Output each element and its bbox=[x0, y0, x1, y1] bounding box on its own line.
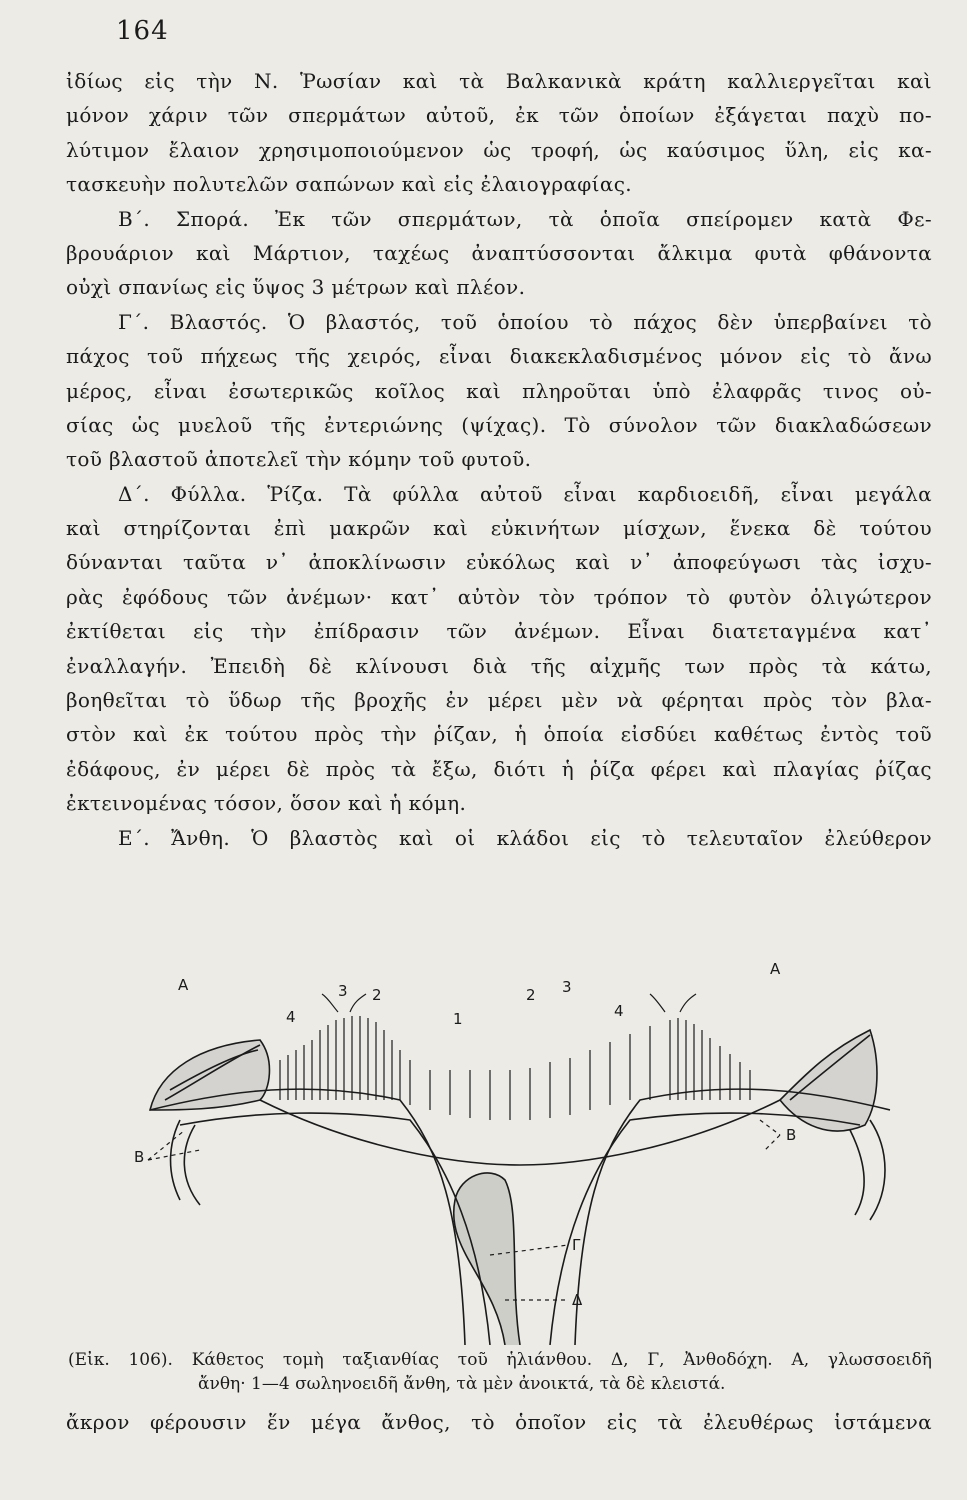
section-heading-line: Β΄. Σπορά. Ἐκ τῶν σπερμάτων, τὰ ὁποῖα σπείρομεν κατὰ Φε- bbox=[118, 206, 932, 231]
text-line: βοηθεῖται τὸ ὕδωρ τῆς βροχῆς ἐν μέρει μὲν νὰ φέρηται πρὸς τὸν βλα- bbox=[66, 688, 932, 713]
text-line: ἐδάφους, ἐν μέρει δὲ πρὸς τὰ ἔξω, διότι ἡ ῥίζα φέρει καὶ πλαγίας ῥίζας bbox=[66, 756, 932, 781]
figure-label-a-right: A bbox=[770, 960, 781, 978]
figure-label-2-left: 2 bbox=[372, 986, 382, 1004]
figure-caption bbox=[68, 1348, 932, 1396]
page-number: 164 bbox=[116, 16, 169, 46]
text-line: στὸν καὶ ἐκ τούτου πρὸς τὴν ῥίζαν, ἡ ὁποία εἰσδύει καθέτως ἐντὸς τοῦ bbox=[66, 722, 932, 747]
figure-label-4-right: 4 bbox=[614, 1002, 624, 1020]
text-line: τοῦ βλαστοῦ ἀποτελεῖ τὴν κόμην τοῦ φυτοῦ. bbox=[66, 447, 532, 472]
text-line: ἐναλλαγήν. Ἐπειδὴ δὲ κλίνουσι διὰ τῆς αἰχμῆς των πρὸς τὰ κάτω, bbox=[66, 653, 932, 678]
text-line: δύνανται ταῦτα ν᾽ ἀποκλίνωσιν εὐκόλως καὶ ν᾽ ἀποφεύγωσι τὰς ἰσχυ- bbox=[66, 550, 932, 575]
text-line: ρὰς ἐφόδους τῶν ἀνέμων· κατ᾽ αὐτὸν τὸν τρόπον τὸ φυτὸν ὀλιγώτερον bbox=[66, 584, 932, 609]
figure-label-4-left: 4 bbox=[286, 1008, 296, 1026]
figure-label-b-right: B bbox=[786, 1126, 797, 1144]
section-heading-line: Δ΄. Φύλλα. Ῥίζα. Τὰ φύλλα αὐτοῦ εἶναι καρδιοειδῆ, εἶναι μεγάλα bbox=[118, 481, 932, 506]
figure-label-3-left: 3 bbox=[338, 982, 348, 1000]
body-text bbox=[66, 64, 932, 855]
section-heading-line: Ε΄. Ἄνθη. Ὁ βλαστὸς καὶ οἱ κλάδοι εἰς τὸ τελευταῖον ἐλεύθερον bbox=[118, 825, 932, 850]
text-line: τασκευὴν πολυτελῶν σαπώνων καὶ εἰς ἐλαιογραφίας. bbox=[66, 172, 632, 197]
text-line: οὐχὶ σπανίως εἰς ὕψος 3 μέτρων καὶ πλέον. bbox=[66, 275, 526, 300]
figure-label-b-left: B bbox=[134, 1148, 145, 1166]
caption-line: (Εἰκ. 106). Κάθετος τομὴ ταξιανθίας τοῦ ἡλιάνθου. Δ, Γ, Ἀνθοδόχη. Α, γλωσσοειδῆ bbox=[68, 1350, 932, 1370]
figure-label-3-right: 3 bbox=[562, 978, 572, 996]
text-line: σίας ὡς μυελοῦ τῆς ἐντεριώνης (ψίχας). Τὸ σύνολον τῶν διακλαδώσεων bbox=[66, 412, 932, 437]
text-line: καὶ στηρίζονται ἐπὶ μακρῶν καὶ εὐκινήτων μίσχων, ἕνεκα δὲ τούτου bbox=[66, 516, 932, 541]
text-line: ἐκτεινομένας τόσον, ὅσον καὶ ἡ κόμη. bbox=[66, 791, 467, 816]
figure-label-g: Γ bbox=[572, 1236, 581, 1254]
figure-illustration bbox=[110, 950, 930, 1345]
figure-label-d: Δ bbox=[572, 1291, 583, 1309]
figure-label-2-right: 2 bbox=[526, 986, 536, 1004]
text-line: μόνον χάριν τῶν σπερμάτων αὐτοῦ, ἐκ τῶν ὁποίων ἐξάγεται παχὺ πο- bbox=[66, 103, 932, 128]
figure-label-1: 1 bbox=[453, 1010, 463, 1028]
section-heading-line: Γ΄. Βλαστός. Ὁ βλαστός, τοῦ ὁποίου τὸ πάχος δὲν ὑπερβαίνει τὸ bbox=[118, 309, 932, 334]
text-line: ἐκτίθεται εἰς τὴν ἐπίδρασιν τῶν ἀνέμων. Εἶναι διατεταγμένα κατ᾽ bbox=[66, 619, 932, 644]
text-line-bottom: ἄκρον φέρουσιν ἕν μέγα ἄνθος, τὸ ὁποῖον εἰς τὰ ἐλευθέρως ἱστάμενα bbox=[66, 1410, 932, 1434]
figure-label-a-left: A bbox=[178, 976, 189, 994]
text-line: λύτιμον ἔλαιον χρησιμοποιούμενον ὡς τροφή, ὡς καύσιμος ὕλη, εἰς κα- bbox=[66, 137, 932, 162]
text-line: βρουάριον καὶ Μάρτιον, ταχέως ἀναπτύσσονται ἄλκιμα φυτὰ φθάνοντα bbox=[66, 240, 932, 265]
caption-line: ἄνθη· 1—4 σωληνοειδῆ ἄνθη, τὰ μὲν ἀνοικτά, τὰ δὲ κλειστά. bbox=[198, 1374, 726, 1394]
sunflower-section-figure bbox=[110, 950, 930, 1345]
text-line: πάχος τοῦ πήχεως τῆς χειρός, εἶναι διακεκλαδισμένος μόνον εἰς τὸ ἄνω bbox=[66, 344, 932, 369]
text-line: ἰδίως εἰς τὴν Ν. Ῥωσίαν καὶ τὰ Βαλκανικὰ κράτη καλλιεργεῖται καὶ bbox=[66, 69, 932, 93]
text-line: μέρος, εἶναι ἐσωτερικῶς κοῖλος καὶ πληροῦται ὑπὸ ἐλαφρᾶς τινος οὐ- bbox=[66, 378, 932, 403]
